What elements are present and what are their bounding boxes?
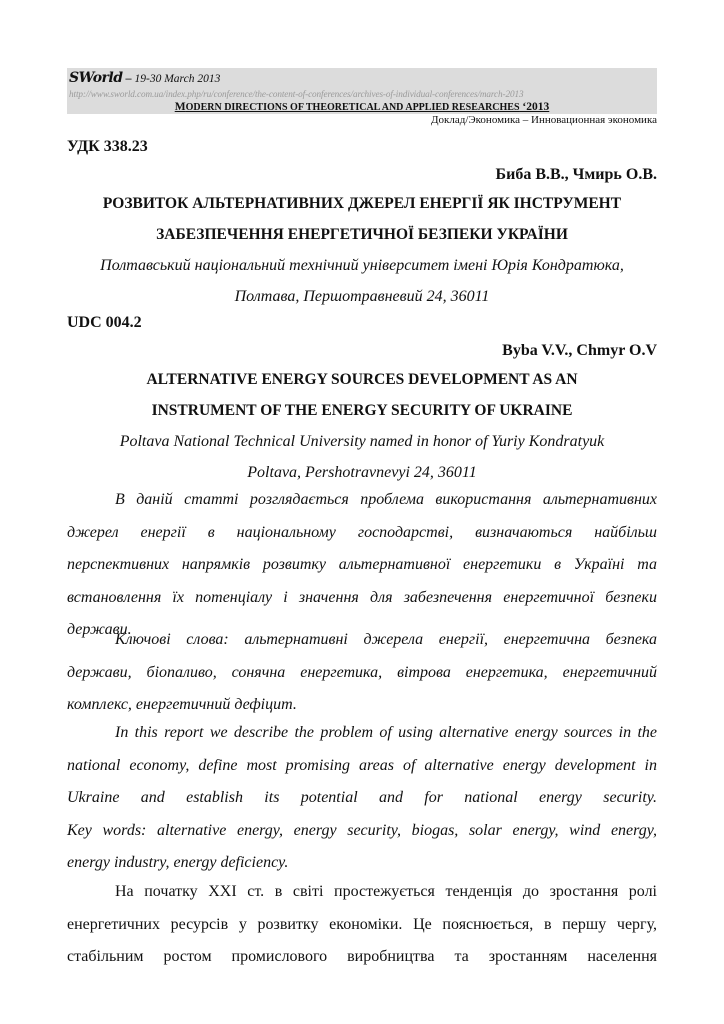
title-en-line1: ALTERNATIVE ENERGY SOURCES DEVELOPMENT AS AN [146,371,578,388]
abstract-en [67,717,657,880]
brand-logo: SWorld [69,70,123,86]
conference-date: 19-30 March 2013 [134,73,221,85]
section-label: Доклад/Экономика – Инновационная экономика [431,114,657,126]
keywords-uk [67,624,657,722]
brand-line [69,70,220,86]
title-uk-line1: РОЗВИТОК АЛЬТЕРНАТИВНИХ ДЖЕРЕЛ ЕНЕРГІЇ ЯК ІНСТРУМЕНТ [102,195,622,212]
affiliation-en-line1: Poltava National Technical University named in honor of Yuriy Kondratyuk [119,433,605,450]
affiliation-uk-line1: Полтавський національний технічний університет імені Юрія Кондратюка, [100,257,624,274]
abstract-en-line: Key words: alternative energy, energy security, biogas, solar energy, wind energy, [67,821,657,839]
abstract-en-line: national economy, define most promising areas of alternative energy development in [67,756,657,774]
abstract-uk-line: В даній статті розглядається проблема використання альтернативних [115,491,657,508]
conference-banner [67,68,657,114]
brand-dash: – [122,71,135,85]
body-line: На початку XXI ст. в світі простежується тенденція до зростання ролі [115,883,657,900]
affiliation-uk-line2: Полтава, Першотравневий 24, 36011 [234,288,490,305]
abstract-en-line: Ukraine and establish its potential and for national energy security. [67,789,657,806]
conference-title-rest: ODERN DIRECTIONS OF THEORETICAL AND APPLIED RESEARCHES [185,102,520,113]
authors-en: Byba V.V., Chmyr O.V [502,342,657,359]
abstract-uk-line: перспективних напрямків розвитку альтернативної енергетики в Україні та [67,556,657,573]
udc-uk: УДК 338.23 [67,138,148,155]
body-text [67,876,657,974]
body-line: енергетичних ресурсів у розвитку економіки. Це пояснюється, в першу чергу, [67,915,657,933]
affiliation-en-line2: Poltava, Pershotravnevyi 24, 36011 [247,464,477,481]
abstract-uk [67,484,657,647]
conference-title [67,101,657,113]
authors-uk: Биба В.В., Чмирь О.В. [495,166,657,183]
body-line: стабільним ростом промислового виробництва та зростанням населення [67,948,657,965]
keywords-uk-line: комплекс, енергетичний дефіцит. [67,696,297,713]
abstract-uk-line: держави. [67,621,132,638]
conference-title-initial: M [174,101,186,113]
conference-url[interactable]: http://www.sworld.com.ua/index.php/ru/conference/the-content-of-conferences/archives-of-individual-conferences/march-2013 [69,89,524,99]
udc-en: UDC 004.2 [67,314,142,331]
title-uk-line2: ЗАБЕЗПЕЧЕННЯ ЕНЕРГЕТИЧНОЇ БЕЗПЕКИ УКРАЇНИ [156,226,568,243]
keywords-uk-line: держави, біопаливо, сонячна енергетика, вітрова енергетика, енергетичний [67,663,657,681]
conference-year: ‘2013 [519,101,550,113]
abstract-en-line: energy industry, energy deficiency. [67,854,289,871]
title-en-line2: INSTRUMENT OF THE ENERGY SECURITY OF UKRAINE [151,402,573,419]
keywords-uk-line: Ключові слова: альтернативні джерела енергії, енергетична безпека [115,631,657,648]
abstract-uk-line: встановлення їх потенціалу і значення для забезпечення енергетичної безпеки [67,588,657,606]
abstract-en-line: In this report we describe the problem of using alternative energy sources in the [115,724,657,741]
abstract-uk-line: джерел енергії в національному господарстві, визначаються найбільш [67,523,657,541]
